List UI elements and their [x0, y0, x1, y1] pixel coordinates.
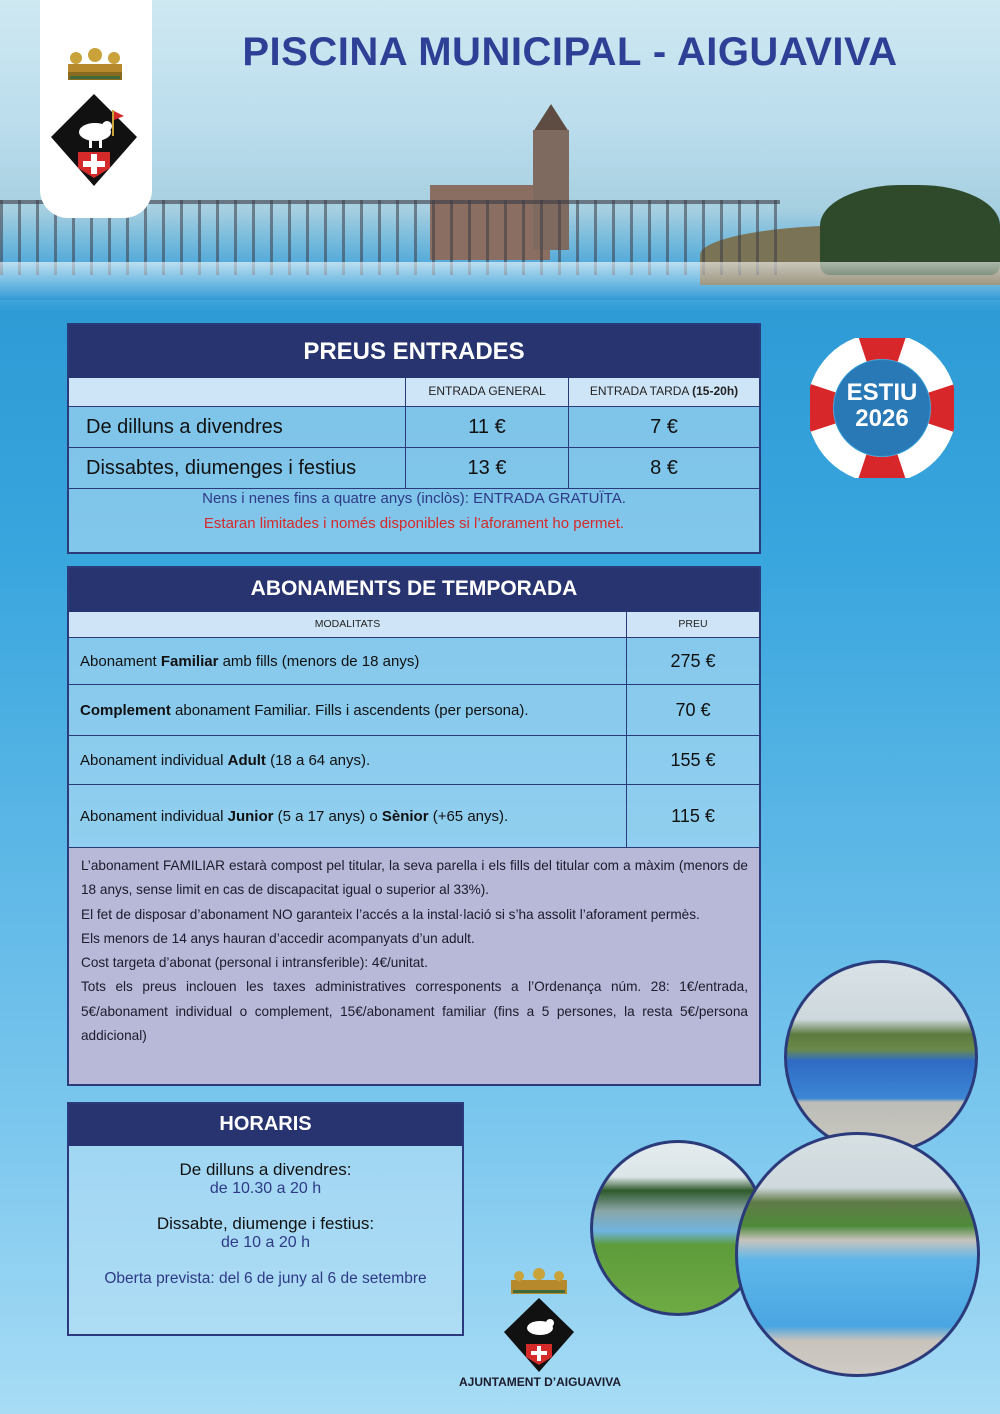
pass-text: amb fills (menors de 18 anys) [218, 652, 420, 670]
col-entrada-tarda [569, 378, 759, 407]
weekend-hours: de 10 a 20 h [221, 1234, 310, 1251]
pass-row [69, 736, 759, 785]
water-surface [0, 262, 1000, 300]
prices-heading: PREUS ENTRADES [69, 325, 759, 378]
weekend-label: Dissabte, diumenge i festius: [156, 1214, 375, 1233]
info-paragraph: El fet de disposar d’abonament NO garanteix l’accés a la instal·lació si s’ha assolit l’aforament permès. [81, 906, 700, 922]
season-badge-line2: 2026 [855, 405, 909, 432]
pass-row [69, 638, 759, 685]
passes-info [69, 848, 759, 1084]
page-title: PISCINA MUNICIPAL - AIGUAVIVA [242, 30, 898, 74]
hours-panel [67, 1102, 464, 1336]
prices-header-row [69, 378, 759, 407]
info-paragraph: Cost targeta d’abonat (personal i intransferible): 4€/unitat. [81, 955, 428, 971]
coat-of-arms-icon [49, 92, 139, 188]
prices-panel [67, 323, 761, 554]
pass-price: 155 € [627, 736, 759, 785]
season-badge-line1: ESTIU [846, 379, 918, 406]
pass-description [69, 785, 627, 848]
logo-tab [40, 0, 152, 218]
footer-text: AJUNTAMENT D’AIGUAVIVA [459, 1375, 621, 1389]
col-modalitats: MODALITATS [69, 612, 627, 638]
col-entrada-general: ENTRADA GENERAL [406, 378, 569, 407]
pass-text: (5 a 17 anys) o [273, 807, 382, 825]
pool-photo-1 [784, 960, 978, 1154]
info-paragraph: Tots els preus inclouen les taxes administratives corresponents a l’Ordenança núm. 28: 1€/entrada, 5€/abonament individual o complement, 15€/abonament familiar (fins a 5 persones, la resta 5€/persona addicional) [81, 979, 748, 1044]
price-general: 11 € [406, 407, 569, 448]
pool-photo-3 [735, 1132, 980, 1377]
pass-row [69, 685, 759, 736]
col-preu: PREU [627, 612, 759, 638]
hours-heading: HORARIS [69, 1104, 462, 1146]
info-paragraph: Els menors de 14 anys hauran d’accedir acompanyats d’un adult. [81, 930, 475, 946]
footer-coat-of-arms-icon [494, 1266, 584, 1376]
price-tarda: 8 € [569, 448, 759, 489]
weekday-hours: de 10.30 a 20 h [209, 1180, 322, 1197]
passes-header-row [69, 612, 759, 638]
opening-dates: Oberta prevista: del 6 de juny al 6 de setembre [104, 1270, 427, 1287]
crown-icon [62, 46, 128, 86]
pass-price: 115 € [627, 785, 759, 848]
pass-price: 275 € [627, 638, 759, 685]
prices-note [69, 490, 759, 532]
weekday-label: De dilluns a divendres: [179, 1160, 352, 1179]
pass-text: (18 a 64 anys). [265, 751, 371, 769]
pass-description [69, 736, 627, 785]
pass-type: Complement [80, 701, 171, 719]
price-general: 13 € [406, 448, 569, 489]
pass-type: Junior [227, 807, 274, 825]
price-row-label: Dissabtes, diumenges i festius [69, 448, 406, 489]
pass-text: Abonament individual [80, 807, 228, 825]
price-row-label: De dilluns a divendres [69, 407, 406, 448]
pass-text: abonament Familiar. Fills i ascendents (per persona). [170, 701, 529, 719]
price-row [69, 448, 759, 489]
pass-type: Familiar [160, 652, 219, 670]
prices-header-empty [69, 378, 406, 407]
info-paragraph: L’abonament FAMILIAR estarà compost pel titular, la seva parella i els fills del titular com a màxim (menors de 18 anys, sense limit en cas de discapacitat igual o superior al 33%). [81, 858, 748, 898]
col-entrada-tarda-label: ENTRADA TARDA [589, 384, 689, 398]
pass-type: Adult [227, 751, 266, 769]
col-entrada-tarda-hours: (15-20h) [692, 384, 739, 398]
season-passes-heading: ABONAMENTS DE TEMPORADA [69, 568, 759, 612]
season-passes-panel [67, 566, 761, 1086]
pass-row [69, 785, 759, 848]
price-row [69, 407, 759, 448]
church-roof [533, 104, 569, 132]
pass-description [69, 638, 627, 685]
capacity-note: Estaran limitades i només disponibles si l’aforament ho permet. [203, 515, 625, 532]
season-badge [810, 380, 954, 432]
free-entry-note: Nens i nenes fins a quatre anys (inclòs): ENTRADA GRATUÏTA. [202, 490, 626, 507]
hours-body [69, 1146, 462, 1288]
pass-text: Abonament individual [80, 751, 228, 769]
pass-type: Sènior [381, 807, 429, 825]
pass-text: (+65 anys). [428, 807, 509, 825]
pass-text: Abonament [80, 652, 161, 670]
price-tarda: 7 € [569, 407, 759, 448]
pass-price: 70 € [627, 685, 759, 736]
pass-description [69, 685, 627, 736]
